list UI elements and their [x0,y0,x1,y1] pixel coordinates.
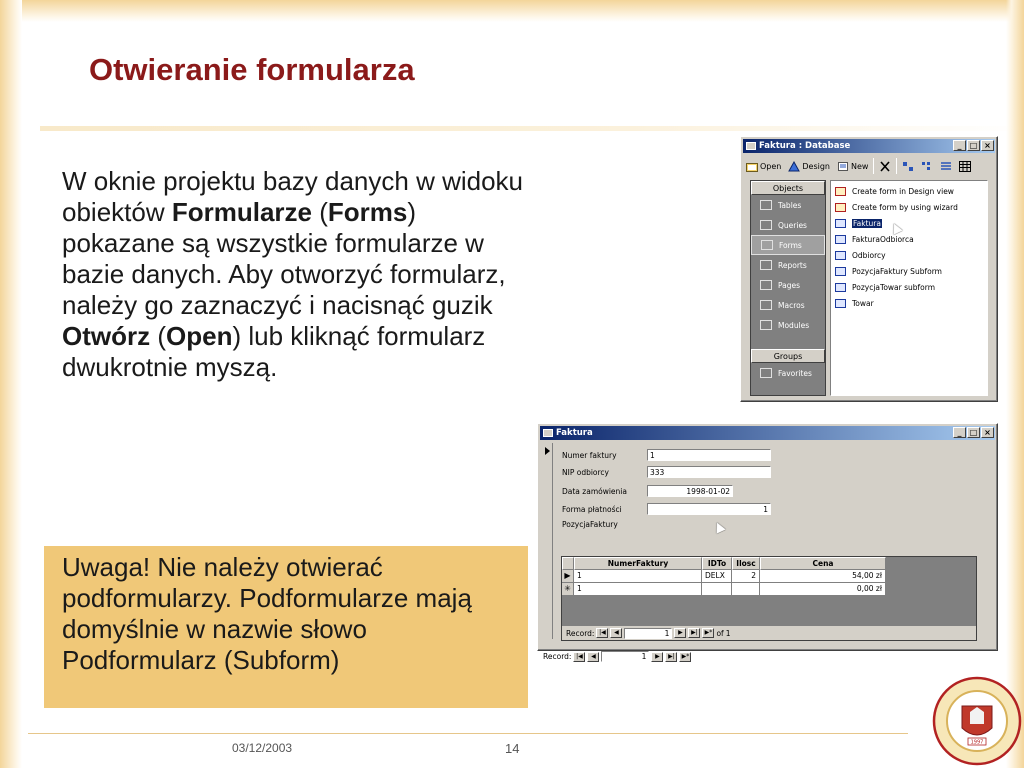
body-text-part: ( [150,321,166,351]
list-item-label: Faktura [853,218,881,228]
toolbar-separator [896,158,897,174]
list-item-form-pozycjatowar-subform[interactable] [835,279,987,295]
close-button[interactable]: × [981,427,994,438]
objects-item-forms[interactable] [751,235,825,255]
field-label-pozycja-faktury: PozycjaFaktury [562,520,618,529]
list-item-form-pozycjafaktury-subform[interactable] [835,263,987,279]
body-text-part: ) lub kliknąć formularz dwukrotnie myszą. [62,321,486,382]
column-header-corner [562,557,574,570]
table-cell[interactable]: DELX [702,570,732,583]
maximize-button[interactable]: □ [967,427,980,438]
list-view-icon [940,161,952,172]
record-number-input[interactable]: 1 [601,651,649,662]
database-window-title: Faktura : Database [759,141,851,151]
previous-record-button[interactable]: ◀ [610,628,622,638]
first-record-button[interactable]: |◀ [596,628,608,638]
objects-bar [750,180,826,396]
open-button[interactable] [744,160,783,173]
subform-navigation [562,626,976,640]
forms-list [830,180,988,396]
record-total: 1 [725,628,731,638]
objects-item-label: Forms [779,240,802,250]
svg-text:1997: 1997 [970,739,984,746]
record-label: Record: [543,652,572,661]
objects-item-label: Tables [778,200,802,210]
subform-datasheet [562,557,886,596]
new-record-button[interactable]: ▶* [702,628,714,638]
objects-item-pages[interactable] [751,275,825,295]
favorites-icon [760,368,772,378]
column-header[interactable]: NumerFaktury [574,557,702,570]
small-icons-icon [921,161,933,172]
list-item-label: PozycjaTowar subform [852,282,936,292]
title-divider [40,126,1024,131]
table-cell[interactable] [732,583,760,596]
slide-frame-left [0,0,22,768]
body-bold-forms: Forms [327,197,408,227]
list-item-create-wizard[interactable] [835,199,987,215]
field-label-forma-platnosci: Forma płatności [562,505,622,514]
minimize-button[interactable]: _ [953,427,966,438]
form-icon [835,267,846,276]
page-icon [760,280,772,290]
data-zamowienia-input[interactable]: 1998-01-02 [647,485,733,497]
objects-item-modules[interactable] [751,315,825,335]
objects-item-reports[interactable] [751,255,825,275]
wizard-icon [835,203,846,212]
details-view-button[interactable] [957,160,973,173]
large-icons-icon [902,161,914,172]
new-button[interactable] [835,160,870,173]
form-window-title: Faktura [556,428,593,438]
database-window-titlebar[interactable] [743,139,995,153]
list-item-form-odbiorcy[interactable] [835,247,987,263]
slide-title: Otwieranie formularza [89,52,415,87]
open-button-label: Open [760,161,782,171]
large-icons-button[interactable] [900,160,916,173]
pozycjafaktury-subform[interactable] [561,556,977,641]
maximize-button[interactable]: □ [967,140,980,151]
slide-frame-top [0,0,1024,22]
body-text-part: ) pokazane są wszystkie formularze w bazie danych. Aby otworzyć formularz, należy go zaznaczyć i nacisnąć guzik [62,197,506,320]
new-icon [837,161,849,172]
table-cell[interactable]: 1 [574,570,702,583]
objects-item-label: Macros [778,300,805,310]
row-selector[interactable]: ✳ [562,583,574,596]
objects-item-tables[interactable] [751,195,825,215]
open-icon [746,161,758,172]
first-record-button[interactable]: |◀ [573,652,585,662]
previous-record-button[interactable]: ◀ [587,652,599,662]
next-record-button[interactable]: ▶ [651,652,663,662]
school-seal-logo [932,676,1022,766]
forma-platnosci-input[interactable]: 1 [647,503,771,515]
list-item-label: Odbiorcy [852,250,886,260]
footer-date: 03/12/2003 [232,741,293,755]
row-selector[interactable]: ▶ [562,570,574,583]
objects-item-macros[interactable] [751,295,825,315]
body-bold-otworz: Otwórz [62,321,151,351]
table-cell[interactable]: 0,00 zł [760,583,886,596]
objects-item-label: Reports [778,260,807,270]
numer-faktury-input[interactable]: 1 [647,449,771,461]
form-icon [835,299,846,308]
form-icon [835,235,846,244]
minimize-button[interactable]: _ [953,140,966,151]
column-header[interactable]: IDTo [702,557,732,570]
wizard-icon [835,187,846,196]
last-record-button[interactable]: ▶| [688,628,700,638]
slide-body-text [62,166,532,383]
form-icon [835,251,846,260]
list-item-form-towar[interactable] [835,295,987,311]
body-text-part: W oknie projektu bazy danych w widoku obiektów [62,166,524,227]
database-icon [746,142,756,150]
design-icon [788,161,800,172]
column-header[interactable]: Ilosc [732,557,760,570]
list-view-button[interactable] [938,160,954,173]
form-icon [761,240,773,250]
slide-frame-right [1006,0,1024,768]
list-item-label: Towar [852,298,874,308]
objects-item-label: Queries [778,220,807,230]
form-window [537,423,998,661]
list-item-label: Create form in Design view [852,186,954,196]
record-of-label: of [716,628,724,638]
last-record-button[interactable]: ▶| [665,652,677,662]
form-navigation [543,651,691,662]
toolbar-separator [873,158,874,174]
table-cell[interactable]: 1 [574,583,702,596]
design-button[interactable] [786,160,832,173]
record-number-input[interactable]: 1 [624,628,672,639]
column-header[interactable]: Cena [760,557,886,570]
table-cell[interactable]: 54,00 zł [760,570,886,583]
form-icon [543,429,553,437]
form-window-titlebar[interactable] [540,426,995,440]
body-text-part: ( [312,197,328,227]
database-toolbar [744,155,994,177]
footer-divider [28,733,908,734]
list-item-label: FakturaOdbiorca [852,234,914,244]
form-icon [835,283,846,292]
objects-item-label: Modules [778,320,810,330]
details-view-icon [959,161,971,172]
groups-header[interactable]: Groups [751,349,825,363]
field-label-data-zamowienia: Data zamówienia [562,487,627,496]
query-icon [760,220,772,230]
field-label-numer-faktury: Numer faktury [562,451,617,460]
page-number: 14 [505,741,520,756]
objects-header[interactable]: Objects [751,181,825,195]
list-item-label: PozycjaFaktury Subform [852,266,942,276]
macro-icon [760,300,772,310]
list-item-create-design[interactable] [835,183,987,199]
list-item-form-faktura[interactable] [835,215,987,231]
body-bold-open: Open [166,321,233,351]
table-cell[interactable]: 2 [732,570,760,583]
body-bold-formularze: Formularze [171,197,312,227]
table-cell[interactable] [702,583,732,596]
field-label-nip-odbiorcy: NIP odbiorcy [562,468,609,477]
report-icon [760,260,772,270]
form-body [541,443,994,661]
groups-item-favorites[interactable] [751,363,825,383]
close-button[interactable]: × [981,140,994,151]
objects-item-label: Pages [778,280,801,290]
database-window [740,136,998,402]
new-button-label: New [851,161,869,171]
form-icon [835,219,846,228]
groups-item-label: Favorites [778,368,812,378]
record-label: Record: [566,628,595,638]
new-record-button[interactable]: ▶* [679,652,691,662]
delete-icon [879,161,891,172]
objects-item-queries[interactable] [751,215,825,235]
list-item-form-fakturaodbiorca[interactable] [835,231,987,247]
next-record-button[interactable]: ▶ [674,628,686,638]
nip-odbiorcy-input[interactable]: 333 [647,466,771,478]
small-icons-button[interactable] [919,160,935,173]
warning-note: Uwaga! Nie należy otwierać podformularzy. Podformularze mają domyślnie w nazwie słowo Podformularz (Subform) [44,546,528,708]
table-icon [760,200,772,210]
delete-button[interactable] [877,160,893,173]
design-button-label: Design [802,161,830,171]
current-record-icon [545,447,550,455]
module-icon [760,320,772,330]
record-selector[interactable] [541,443,553,639]
list-item-label: Create form by using wizard [852,202,958,212]
